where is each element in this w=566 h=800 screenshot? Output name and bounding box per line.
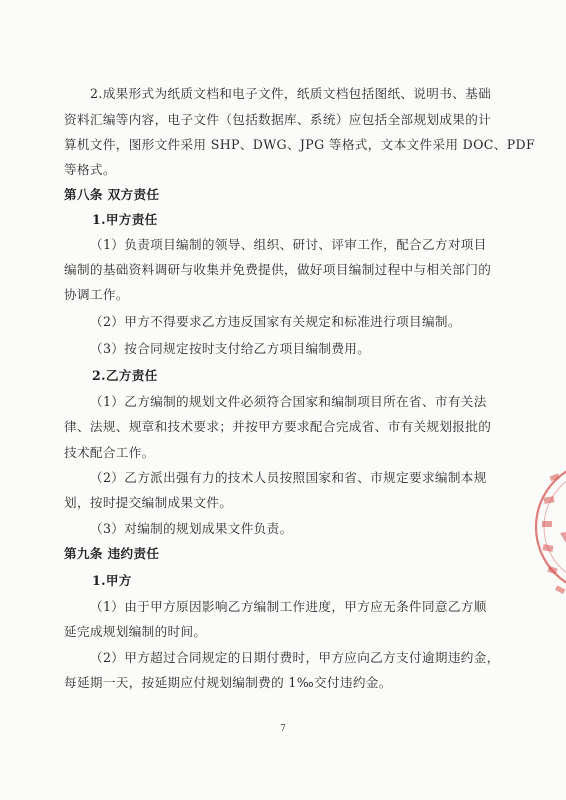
section-heading: 第九条 违约责任 bbox=[64, 546, 160, 561]
body-line: （3）按合同规定按时支付给乙方项目编制费用。 bbox=[90, 341, 371, 356]
section-heading: 第八条 双方责任 bbox=[64, 187, 160, 202]
subsection-heading: 1.甲方 bbox=[92, 573, 132, 588]
body-line: （2）乙方派出强有力的技术人员按照国家和省、市规定要求编制本规 bbox=[90, 470, 487, 485]
body-line: 编制的基础资料调研与收集并免费提供，做好项目编制过程中与相关部门的 bbox=[64, 262, 492, 277]
body-line: 协调工作。 bbox=[64, 287, 129, 302]
body-line: 资料汇编等内容，电子文件（包括数据库、系统）应包括全部规划成果的计 bbox=[64, 112, 492, 127]
body-line: （3）对编制的规划成果文件负责。 bbox=[90, 521, 293, 536]
body-line: 延完成规划编制的时间。 bbox=[64, 624, 207, 639]
page-number: 7 bbox=[280, 724, 286, 734]
body-line: 律、法规、规章和技术要求；并按甲方要求配合完成省、市有关规划报批的 bbox=[64, 419, 492, 434]
body-line: 技术配合工作。 bbox=[64, 445, 155, 460]
body-line: （2）甲方不得要求乙方违反国家有关规定和标准进行项目编制。 bbox=[90, 314, 461, 329]
body-line: 算机文件，图形文件采用 SHP、DWG、JPG 等格式，文本文件采用 DOC、PDF bbox=[64, 137, 536, 152]
body-line: （2）甲方超过合同规定的日期付费时，甲方应向乙方支付逾期违约金， bbox=[90, 650, 500, 665]
body-line: 2.成果形式为纸质文档和电子文件，纸质文档包括图纸、说明书、基础 bbox=[90, 86, 492, 101]
body-line: （1）由于甲方原因影响乙方编制工作进度，甲方应无条件同意乙方顺 bbox=[90, 599, 487, 614]
body-line: （1）负责项目编制的领导、组织、研讨、评审工作，配合乙方对项目 bbox=[90, 237, 487, 252]
body-line: 划，按时提交编制成果文件。 bbox=[64, 495, 233, 510]
red-seal-stamp bbox=[530, 435, 566, 635]
body-line: （1）乙方编制的规划文件必须符合国家和编制项目所在省、市有关法 bbox=[90, 394, 487, 409]
subsection-heading: 1.甲方责任 bbox=[92, 212, 158, 227]
body-line: 每延期一天，按延期应付规划编制费的 1‰交付违约金。 bbox=[64, 675, 392, 690]
body-line: 等格式。 bbox=[64, 162, 116, 177]
subsection-heading: 2.乙方责任 bbox=[92, 368, 158, 383]
